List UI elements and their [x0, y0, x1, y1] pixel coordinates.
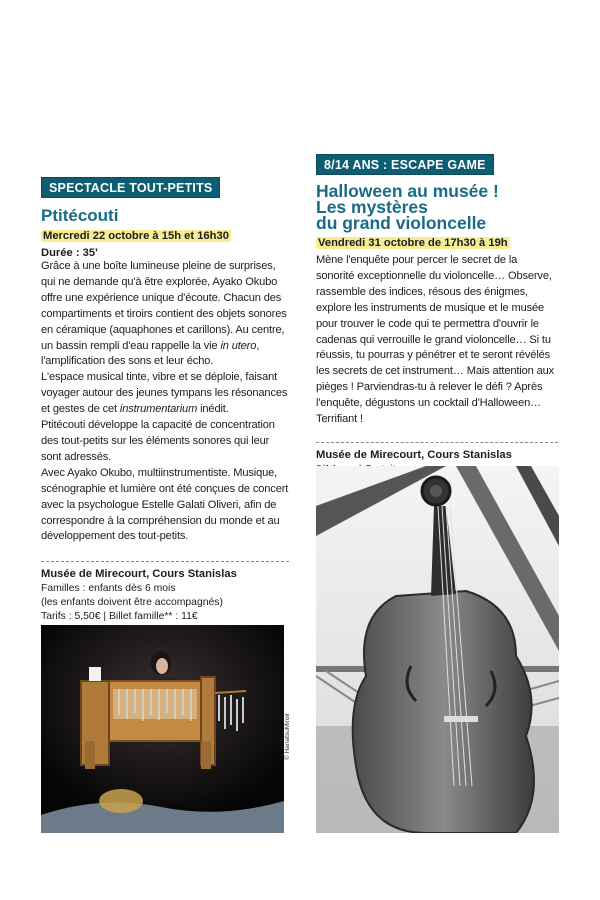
title-line-2: Les mystères — [316, 197, 428, 217]
title-line-1: Halloween au musée ! — [316, 181, 499, 201]
section-tag-escape: 8/14 ANS : ESCAPE GAME — [316, 154, 494, 175]
cello-photo — [316, 466, 559, 833]
desc-italic-1: in utero — [220, 339, 257, 352]
event-title: Ptitécouti — [41, 206, 119, 225]
title-line-3: du grand violoncelle — [316, 213, 487, 233]
right-article — [316, 154, 558, 477]
desc-p4: Avec Ayako Okubo, multiinstrumentiste. Musique, scénographie et lumière ont été conçues de concert avec la psychologue Estelle Galati Oliveri, afin de correspondre à la compréhension du monde et au développement des tout-petits. — [41, 466, 289, 543]
dashed-divider-right — [316, 442, 558, 443]
desc-italic-2: instrumentarium — [119, 403, 198, 416]
dashed-divider — [41, 561, 289, 562]
desc-p1: Grâce à une boîte lumineuse pleine de surprises, qui ne demande qu'à être explorée, Ayako Okubo offre une expérience unique d'écoute. Chacun des compartiments et tiroirs contient des objets sonores en céramique (aquaphones et carillons). Au centre, un bassin rempli d'eau rappelle la vie — [41, 260, 287, 352]
event-location: Musée de Mirecourt, Cours Stanislas — [41, 568, 237, 581]
event-description — [41, 259, 289, 545]
event-audience: Familles : enfants dès 6 mois — [41, 583, 176, 595]
event-location-halloween: Musée de Mirecourt, Cours Stanislas — [316, 448, 512, 461]
event-description-halloween: Mène l'enquête pour percer le secret de la sonorité exceptionnelle du violoncelle… Observe, rassemble des indices, résous des énigmes, explore les instruments de musique et le musée pour trouver le code qui te permettra d'ouvrir le cadenas qui verrouille le grand violoncelle… Si tu réussis, tu pourras y pénétrer et te seront révélés les secrets de cet instrument… Mais attention aux pièges ! Parviendras-tu à relever le défi ? Après l'enquête, dégustons un cocktail d'Halloween… Terrifiant ! — [316, 254, 555, 426]
desc-p2-end: inédit. — [200, 403, 229, 416]
event-duration: Durée : 35' — [41, 247, 98, 259]
desc-p1-end: , l'amplification des sons et leur écho. — [41, 339, 260, 368]
photo-credit: © HanatsuMiroir — [284, 712, 291, 760]
section-tag: SPECTACLE TOUT-PETITS — [41, 177, 220, 198]
left-article — [41, 177, 289, 624]
event-note: (les enfants doivent être accompagnés) — [41, 597, 223, 609]
event-title-halloween — [316, 183, 558, 231]
desc-p2: L'espace musical tinte, vibre et se déploie, faisant voyager autour des jeunes tympans les résonances et gestes de cet — [41, 371, 288, 416]
event-date-halloween: Vendredi 31 octobre de 17h30 à 19h — [318, 237, 508, 249]
desc-p3: Ptitécouti développe la capacité de concentration des tout-petits sur les éléments sonores qui leur sont adressés. — [41, 419, 275, 463]
event-date: Mercredi 22 octobre à 15h et 16h30 — [43, 230, 229, 242]
event-price: Tarifs : 5,50€ | Billet famille** : 11€ — [41, 611, 198, 623]
performance-photo — [41, 625, 284, 833]
